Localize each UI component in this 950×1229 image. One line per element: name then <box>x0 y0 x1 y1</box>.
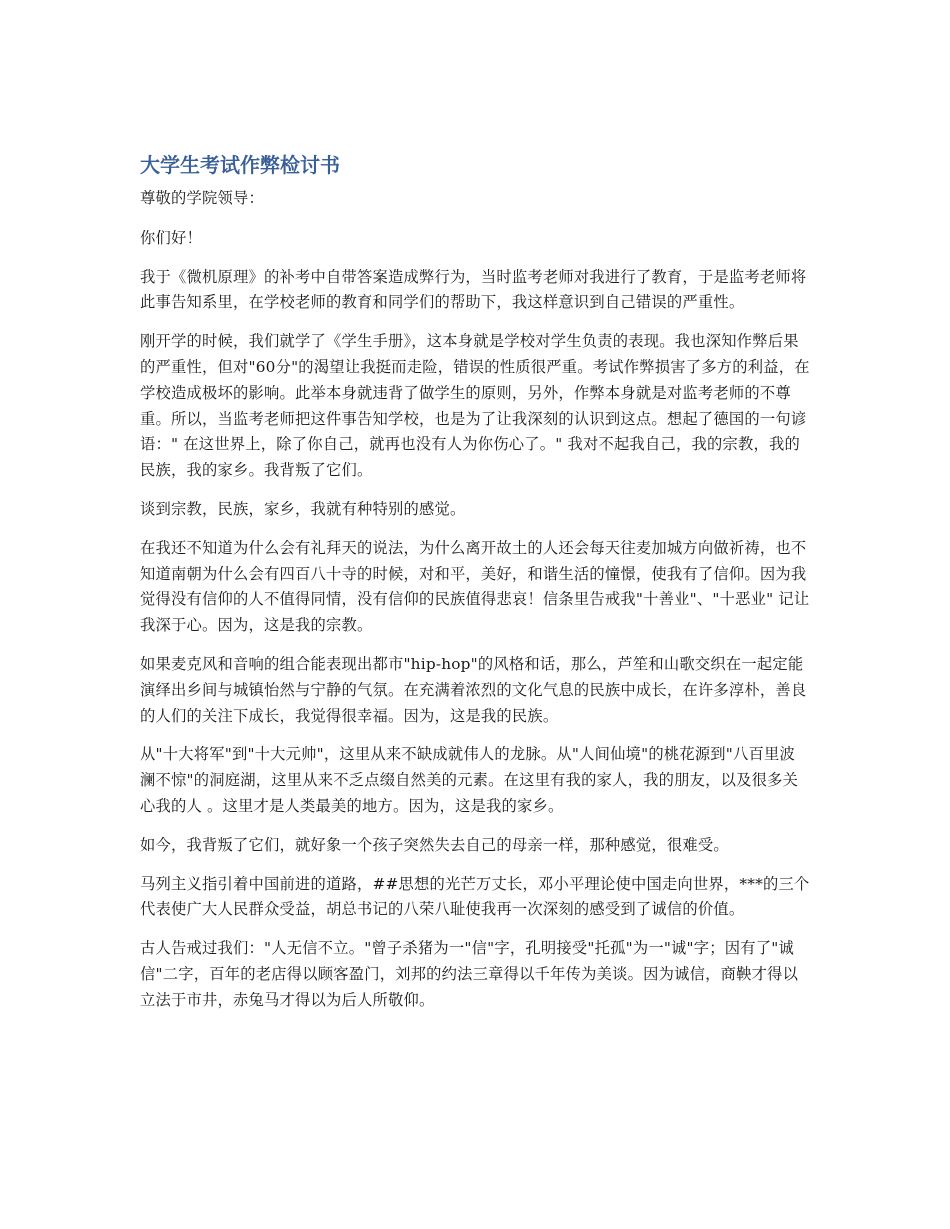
paragraph: 我于《微机原理》的补考中自带答案造成弊行为，当时监考老师对我进行了教育，于是监考老师将此事告知系里，在学校老师的教育和同学们的帮助下，我这样意识到自己错误的严重性。 <box>140 267 807 312</box>
paragraph: 刚开学的时候，我们就学了《学生手册》，这本身就是学校对学生负责的表现。我也深知作弊后果的严重性，但对"60分"的渴望让我挺而走险，错误的性质很严重。考试作弊损害了多方的利益，在学校造成极坏的影响。此举本身就违背了做学生的原则，另外，作弊本身就是对监考老师的不尊重。所以，当监考老师把这件事告知学校，也是为了让我深刻的认识到这点。想起了德国的一句谚语：" 在这世界上，除了你自己，就再也没有人为你伤心了。" 我对不起我自己，我的宗教，我的民族，我的家乡。我背叛了它们。 <box>140 332 810 480</box>
salutation: 尊敬的学院领导： <box>140 189 264 207</box>
document-body <box>140 150 810 1027</box>
paragraph: 谈到宗教，民族，家乡，我就有种特别的感觉。 <box>140 499 466 518</box>
paragraph: 马列主义指引着中国前进的道路，##思想的光芒万丈长，邓小平理论使中国走向世界，***的三个代表使广大人民群众受益，胡总书记的八荣八耻使我再一次深刻的感受到了诚信的价值。 <box>140 874 810 919</box>
paragraph: 在我还不知道为什么会有礼拜天的说法，为什么离开故土的人还会每天往麦加城方向做祈祷，也不知道南朝为什么会有四百八十寺的时候，对和平，美好，和谐生活的憧憬，使我有了信仰。因为我觉得没有信仰的人不值得同情，没有信仰的民族值得悲哀！信条里告戒我"十善业"、"十恶业" 记让我深于心。因为，这是我的宗教。 <box>140 538 810 635</box>
paragraph: 古人告戒过我们："人无信不立。"曾子杀猪为一"信"字，孔明接受"托孤"为一"诚"字；因有了"诚信"二字，百年的老店得以顾客盈门，刘邦的约法三章得以千年传为美谈。因为诚信，商鞅才得以立法于市井，赤兔马才得以为后人所敬仰。 <box>140 939 799 1009</box>
paragraph: 如果麦克风和音响的组合能表现出都市"hip-hop"的风格和话，那么，芦笙和山歌交织在一起定能演绎出乡间与城镇怡然与宁静的气氛。在充满着浓烈的文化气息的民族中成长，在许多淳朴，善良的人们的关注下成长，我觉得很幸福。因为，这是我的民族。 <box>140 654 807 725</box>
paragraph: 如今，我背叛了它们，就好象一个孩子突然失去自己的母亲一样，那种感觉，很难受。 <box>140 835 729 854</box>
paragraph: 从"十大将军"到"十大元帅"，这里从来不缺成就伟人的龙脉。从"人间仙境"的桃花源到"八百里波澜不惊"的洞庭湖，这里从来不乏点缀自然美的元素。在这里有我的家人，我的朋友，以及很多关心我的人 。这里才是人类最美的地方。因为，这是我的家乡。 <box>140 745 799 815</box>
greeting: 你们好！ <box>140 228 202 247</box>
document-title: 大学生考试作弊检讨书 <box>140 153 340 177</box>
